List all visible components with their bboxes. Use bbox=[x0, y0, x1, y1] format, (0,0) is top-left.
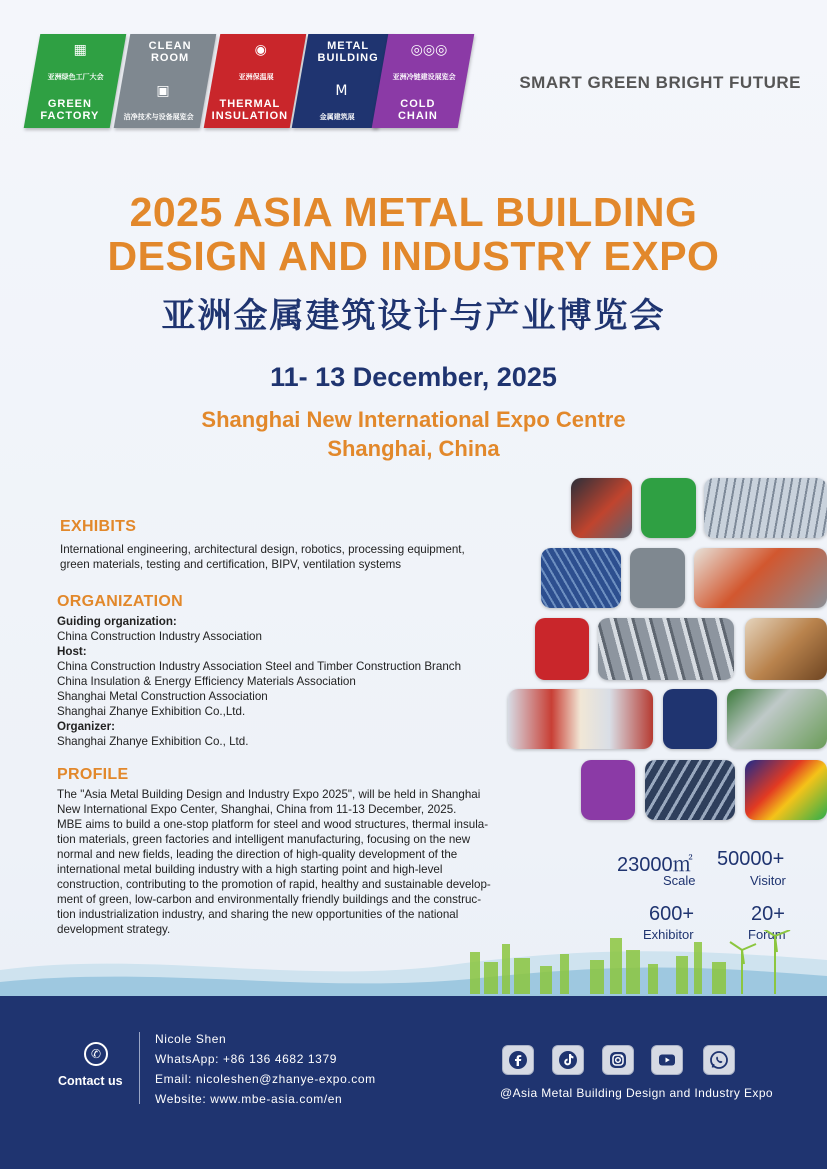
badge-cn-label: 洁净技术与设备展览会 bbox=[123, 114, 194, 121]
phone-icon: ✆ bbox=[84, 1042, 108, 1066]
gray-color-tile bbox=[630, 548, 685, 608]
whatsapp-icon[interactable] bbox=[703, 1045, 735, 1075]
badge-cn-label: 亚洲冷链建设展览会 bbox=[392, 73, 456, 81]
tiktok-icon[interactable] bbox=[552, 1045, 584, 1075]
metal-building-icon: Ⅿ bbox=[335, 81, 348, 98]
navy-color-tile bbox=[663, 689, 717, 749]
profile-text bbox=[57, 787, 557, 937]
contact-whatsapp[interactable]: WhatsApp: +86 136 4682 1379 bbox=[155, 1052, 337, 1066]
organizer-label: Organizer: bbox=[57, 720, 115, 733]
cold-chain-icon: ◎◎◎ bbox=[410, 41, 447, 57]
factory-aerial-photo bbox=[727, 689, 827, 749]
expo-title-chinese: 亚洲金属建筑设计与产业博览会 bbox=[161, 296, 666, 336]
instagram-icon[interactable] bbox=[602, 1045, 634, 1075]
profile-line: development strategy. bbox=[57, 923, 171, 936]
badge-en-label: GREEN FACTORY bbox=[40, 98, 100, 122]
steel-roof-photo bbox=[704, 478, 827, 538]
thermal-image-photo bbox=[745, 760, 827, 820]
green-factory-badge bbox=[24, 34, 127, 128]
green-color-tile bbox=[641, 478, 696, 538]
slogan: SMART GREEN BRIGHT FUTURE bbox=[519, 73, 801, 92]
badge-en-label: METAL BUILDING bbox=[317, 40, 379, 64]
scale-value: 23000㎡ bbox=[617, 854, 693, 876]
contact-label: Contact us bbox=[58, 1074, 123, 1088]
solar-panels-photo bbox=[541, 548, 621, 608]
host-label: Host: bbox=[57, 645, 87, 658]
expo-dates: 11- 13 December, 2025 bbox=[270, 362, 557, 392]
visitor-label: Visitor bbox=[750, 873, 786, 888]
thermal-icon: ◉ bbox=[254, 41, 267, 57]
contact-website[interactable]: Website: www.mbe-asia.com/en bbox=[155, 1092, 343, 1106]
factory-icon: ▦ bbox=[74, 41, 88, 57]
profile-heading: PROFILE bbox=[57, 766, 129, 783]
skyline-wave-decoration bbox=[0, 930, 827, 1000]
clean-room-badge bbox=[114, 34, 217, 128]
scale-label: Scale bbox=[663, 873, 696, 888]
organization-text bbox=[57, 614, 537, 749]
robot-arm-photo bbox=[571, 478, 632, 538]
host-item: Shanghai Metal Construction Association bbox=[57, 690, 268, 703]
expo-title bbox=[0, 190, 827, 278]
profile-line: normal and new fields, leading the direction of high-quality development of the bbox=[57, 848, 458, 861]
exhibitor-label: Exhibitor bbox=[643, 927, 694, 942]
forum-label: Forum bbox=[748, 927, 786, 942]
profile-line: international metal building industry with a high starting point and high-level bbox=[57, 863, 443, 876]
wood-blocks-photo bbox=[745, 618, 827, 680]
exhibits-heading: EXHIBITS bbox=[60, 518, 137, 535]
organizer: Shanghai Zhanye Exhibition Co., Ltd. bbox=[57, 735, 249, 748]
profile-line: The "Asia Metal Building Design and Industry Expo 2025", will be held in Shanghai bbox=[57, 788, 481, 801]
venue-line-2: Shanghai, China bbox=[327, 436, 500, 461]
visitor-value: 50000+ bbox=[717, 848, 785, 870]
cold-chain-badge bbox=[372, 34, 475, 128]
guiding-organization: China Construction Industry Association bbox=[57, 630, 262, 643]
steel-structure-photo bbox=[645, 760, 735, 820]
host-item: Shanghai Zhanye Exhibition Co.,Ltd. bbox=[57, 705, 246, 718]
title-line-2: DESIGN AND INDUSTRY EXPO bbox=[107, 233, 720, 279]
exhibits-line: International engineering, architectural design, robotics, processing equipment, bbox=[60, 543, 465, 556]
youtube-icon[interactable] bbox=[651, 1045, 683, 1075]
steel-profiles-photo bbox=[598, 618, 734, 680]
exhibits-text bbox=[60, 542, 540, 572]
thermal-insulation-badge bbox=[204, 34, 307, 128]
social-handle: @Asia Metal Building Design and Industry Expo bbox=[500, 1086, 773, 1100]
purple-color-tile bbox=[581, 760, 635, 820]
exhibitor-value: 600+ bbox=[649, 903, 695, 925]
insulation-panels-photo bbox=[508, 689, 653, 749]
badge-cn-label: 亚洲保温展 bbox=[238, 73, 274, 81]
exhibits-line: green materials, testing and certification, BIPV, ventilation systems bbox=[60, 558, 402, 571]
organization-heading: ORGANIZATION bbox=[57, 593, 183, 610]
host-item: China Construction Industry Association Steel and Timber Construction Branch bbox=[57, 660, 462, 673]
forum-value: 20+ bbox=[751, 903, 785, 925]
exhibition-badges bbox=[28, 34, 468, 132]
footer bbox=[0, 996, 827, 1169]
badge-cn-label: 亚洲绿色工厂大会 bbox=[47, 73, 104, 81]
host-item: China Insulation & Energy Efficiency Materials Association bbox=[57, 675, 356, 688]
badge-en-label: COLD CHAIN bbox=[397, 98, 438, 122]
venue-line-1: Shanghai New International Expo Centre bbox=[201, 407, 626, 432]
profile-line: tion materials, green factories and intelligent manufacturing, focusing on the new bbox=[57, 833, 471, 846]
contact-email[interactable]: Email: nicoleshen@zhanye-expo.com bbox=[155, 1072, 376, 1086]
contact-name: Nicole Shen bbox=[155, 1032, 227, 1046]
clean-room-icon: ▣ bbox=[156, 81, 171, 98]
industrial-robot-photo bbox=[694, 548, 827, 608]
profile-line: ment of green, low-carbon and environmentally friendly buildings and the construc- bbox=[57, 893, 482, 906]
profile-line: MBE aims to build a one-stop platform for steel and wood structures, thermal insula- bbox=[57, 818, 489, 831]
title-line-1: 2025 ASIA METAL BUILDING bbox=[129, 189, 698, 235]
profile-line: tion industrialization industry, and sharing the new opportunities of the national bbox=[57, 908, 459, 921]
badge-en-label: CLEAN ROOM bbox=[148, 40, 192, 64]
guiding-label: Guiding organization: bbox=[57, 615, 177, 628]
profile-line: construction, contributing to the promotion of rapid, healthy and sustainable develop- bbox=[57, 878, 491, 891]
red-color-tile bbox=[535, 618, 589, 680]
facebook-icon[interactable] bbox=[502, 1045, 534, 1075]
expo-venue bbox=[0, 405, 827, 463]
badge-en-label: THERMAL INSULATION bbox=[211, 98, 289, 122]
profile-line: New International Expo Center, Shanghai, China from 11-13 December, 2025. bbox=[57, 803, 457, 816]
badge-cn-label: 金属建筑展 bbox=[319, 114, 355, 121]
footer-divider bbox=[139, 1032, 140, 1104]
